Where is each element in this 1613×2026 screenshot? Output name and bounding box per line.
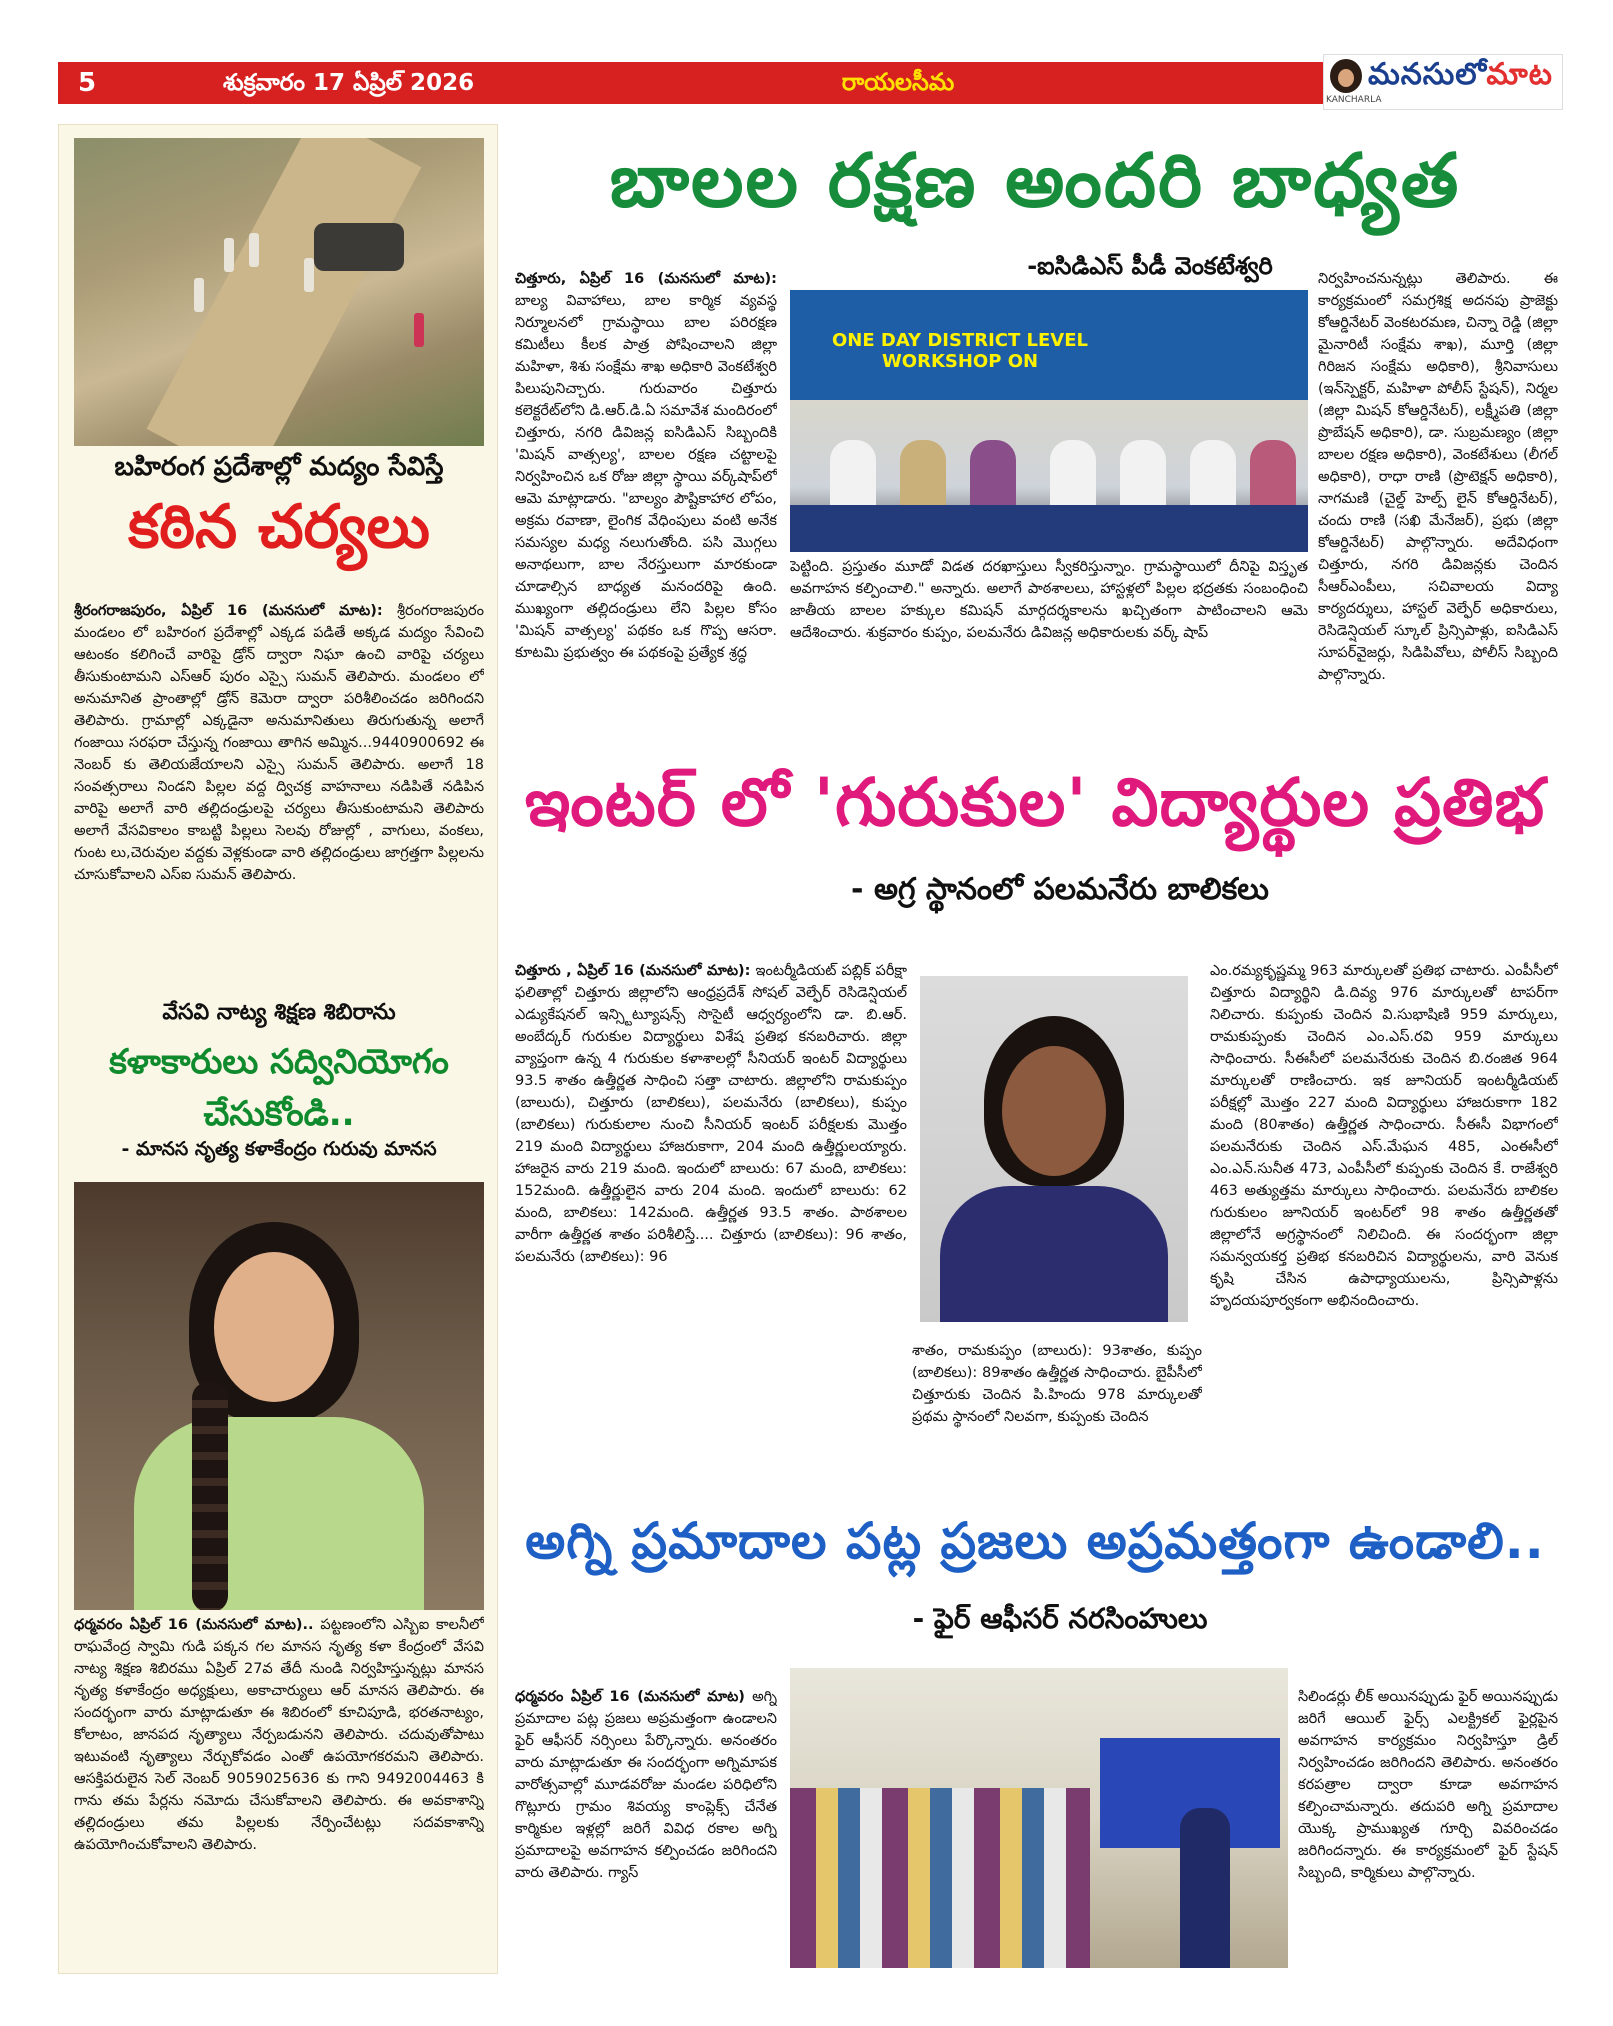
story2-dateline: ధర్మవరం ఏప్రిల్ 16 (మనసులో మాట).. — [74, 1617, 314, 1633]
story2-byline: - మానస నృత్య కళాకేంద్రం గురువు మానస — [121, 1138, 437, 1160]
story2-headline: కళాకారులు సద్వినియోగం చేసుకోండి.. — [109, 1042, 449, 1134]
story-a-headline: బాలల రక్షణ అందరి బాధ్యత — [609, 138, 1461, 224]
drone-aerial-photo — [74, 138, 484, 446]
story-a-col3: నిర్వహించనున్నట్లు తెలిపారు. ఈ కార్యక్రమంలో సమగ్రశిక్ష అదనపు ప్రాజెక్టు కోఆర్డినేటర్ వెంకటరమణ, చిన్నా రెడ్డి (జిల్లా మైనారిటీ సంక్షేమ శాఖ), మూర్తి (జిల్లా గిరిజన సంక్షేమ అధికారి), శ్రీనివాసులు (ఇన్‌స్పెక్టర్, మహిళా పోలీస్ స్టేషన్), నిర్మల (జిల్లా మిషన్ కోఆర్డినేటర్), లక్ష్మీపతి (జిల్లా ప్రొబేషన్ అధికారి), డా. సుబ్రమణ్యం (జిల్లా బాలల రక్షణ అధికారి), వెంకటేశులు (లీగల్ అధికారి), రాధా రాణి (ప్రొటెక్షన్ అధికారి), నాగమణి (చైల్డ్ హెల్ప్ లైన్ కోఆర్డినేటర్), చందు రాణి (సఖి మేనేజర్), ప్రభు (జిల్లా కోఆర్డినేటర్) పాల్గొన్నారు. అదేవిధంగా చిత్తూరు, నగరి డివిజన్లకు చెందిన సీఆర్‌ఎంపీలు, సచివాలయ విద్యా కార్యదర్శులు, హాస్టల్ వెల్ఫేర్ అధికారులు, రెసిడెన్షియల్ స్కూల్ ప్రిన్సిపాళ్లు, ఐసిడిఎస్ సూపర్‌వైజర్లు, సిడిపివోలు, పోలీస్ సిబ్బంది పాల్గొన్నారు. — [1318, 271, 1558, 683]
story2-body — [74, 1614, 484, 1954]
story-b-col1 — [515, 960, 907, 1450]
story1-kicker: బహిరంగ ప్రదేశాల్లో మద్యం సేవిస్తే — [114, 452, 444, 482]
page-number: 5 — [78, 68, 97, 98]
story-b-col2: శాతం, రామకుప్పం (బాలురు): 93శాతం, కుప్పం (బాలికలు): 89శాతం ఉత్తీర్ణత సాధించారు. బైపీసీలో చిత్తూరుకు చెందిన పి.హిందు 978 మార్కులతో ప్రథమ స్థానంలో నిలవగా, కుప్పంకు చెందిన — [912, 1343, 1202, 1425]
story-c-col1 — [515, 1686, 777, 1976]
story2-kicker: వేసవి నాట్య శిక్షణ శిబిరాను — [162, 1000, 396, 1025]
story-a-byline: -ఐసిడిఎస్ పీడీ వెంకటేశ్వరి — [1027, 252, 1273, 280]
workshop-banner-text: ONE DAY DISTRICT LEVEL WORKSHOP ON — [831, 330, 1089, 372]
masthead-owner: KANCHARLA — [1326, 95, 1382, 105]
story1-headline: కఠిన చర్యలు — [128, 492, 430, 562]
story1-body — [74, 600, 484, 984]
student-photo — [920, 976, 1188, 1322]
story-b-dateline: చిత్తూరు , ఏప్రిల్ 16 (మనసులో మాట): — [515, 963, 751, 979]
story-b-headline: ఇంటర్ లో 'గురుకుల' విద్యార్థుల ప్రతిభ — [524, 764, 1546, 841]
edition-region: రాయలసీమ — [841, 68, 955, 96]
story1-dateline: శ్రీరంగరాజపురం, ఏప్రిల్ 16 (మనసులో మాట): — [74, 603, 383, 619]
issue-date: శుక్రవారం 17 ఏప్రిల్ 2026 — [223, 70, 475, 96]
story-a-dateline: చిత్తూరు, ఏప్రిల్ 16 (మనసులో మాట): — [515, 271, 777, 287]
story2-text: పట్టణంలోని ఎస్బిఐ కాలనీలో రాఘవేంద్ర స్వామి గుడి పక్కన గల మానస నృత్య కళా కేంద్రంలో వేసవి నాట్య శిక్షణ శిబిరము ఏప్రిల్ 27వ తేదీ నుండి నిర్వహిస్తున్నట్లు మానస నృత్య కళాకేంద్రం అధ్యక్షులు, అకాచార్యులు ఆర్ మానస తెలిపారు. ఈ సందర్భంగా వారు మాట్లాడుతూ ఈ శిబిరంలో కూచిపూడి, భరతనాట్యం, కోలాటం, జానపద నృత్యాలు నేర్పబడునని తెలిపారు. చదువుతోపాటు ఇటువంటి నృత్యాలు నేర్చుకోవడం ఎంతో ఉపయోగకరమని తెలిపారు. ఆసక్తిపరులైన సెల్ నెంబర్ 9059025636 కు గాని 9492004463 కి గాను తమ పేర్లను నమోదు చేసుకోవాలని తెలిపారు. ఈ అవకాశాన్ని తల్లిదండ్రులు తమ పిల్లలకు నేర్పించేటట్లు సదవకాశాన్ని ఉపయోగించుకోవాలని తెలిపారు. — [74, 1617, 484, 1853]
workshop-photo — [790, 290, 1308, 552]
fire-awareness-photo — [790, 1668, 1288, 1968]
story-b-col1-text: ఇంటర్మీడియట్ పబ్లిక్ పరీక్షా ఫలితాల్లో చిత్తూరు జిల్లాలోని ఆంధ్రప్రదేశ్ సోషల్ వెల్ఫేర్ రెసిడెన్షియల్ ఎడ్యుకేషనల్ ఇన్స్టిట్యూషన్స్ సొసైటీ ఆధ్వర్యంలోని డా. బి.ఆర్. అంబేద్కర్ గురుకుల విద్యార్థులు విశేష ప్రతిభ కనబరిచారు. జిల్లా వ్యాప్తంగా ఉన్న 4 గురుకుల కళాశాలల్లో సీనియర్ ఇంటర్ విద్యార్థులు 93.5 శాతం ఉత్తీర్ణత సాధించి సత్తా చాటారు. జిల్లాలోని రామకుప్పం (బాలురు), చిత్తూరు (బాలికలు), పలమనేరు (బాలికలు), కుప్పం (బాలికలు) గురుకులాల నుంచి సీనియర్ ఇంటర్ పరీక్షలకు మొత్తం 219 మంది విద్యార్థులు హాజరుకాగా, 204 మంది ఉత్తీర్ణులయ్యారు. హాజరైన వారు 219 మంది. ఇందులో బాలురు: 67 మంది, బాలికలు: 152మంది. ఉత్తీర్ణులైన వారు 204 మంది. ఇందులో బాలురు: 62 మంది, బాలికలు: 142మంది. ఉత్తీర్ణత 93.5 శాతం. పాఠశాలల వారీగా ఉత్తీర్ణత శాతం పరిశీలిస్తే.... చిత్తూరు (బాలికలు): 96 శాతం, పలమనేరు (బాలికలు): 96 — [515, 963, 907, 1265]
story-c-headline: అగ్ని ప్రమాదాల పట్ల ప్రజలు అప్రమత్తంగా ఉండాలి.. — [525, 1512, 1545, 1570]
dance-teacher-photo — [74, 1182, 484, 1610]
story-c-col2: సిలిండర్లు లీక్ అయినప్పుడు ఫైర్ అయినప్పుడు జరిగే ఆయిల్ ఫైర్స్ ఎలక్ట్రికల్ ఫైర్లపైన అవగాహన కార్యక్రమం నిర్వహిస్తూ డ్రిల్ నిర్వహించడం జరిగిందని తెలిపారు. అనంతరం కరపత్రాల ద్వారా కూడా అవగాహన కల్పించామన్నారు. తదుపరి అగ్ని ప్రమాదాల యొక్క ప్రాముఖ్యత గూర్చి వివరించడం జరిగిందన్నారు. ఈ కార్యక్రమంలో ఫైర్ స్టేషన్ సిబ్బంది, కార్మికులు పాల్గొన్నారు. — [1298, 1689, 1558, 1881]
story-a-col1-text: బాల్య వివాహాలు, బాల కార్మిక వ్యవస్థ నిర్మూలనలో గ్రామస్థాయి బాల పరిరక్షణ కమిటీలు కీలక పాత్ర పోషించాలని జిల్లా మహిళా, శిశు సంక్షేమ శాఖ అధికారి వెంకటేశ్వరి పిలుపునిచ్చారు. గురువారం చిత్తూరు కలెక్టరేట్‌లోని డి.ఆర్.డి.ఏ సమావేశ మందిరంలో చిత్తూరు, నగరి డివిజన్ల ఐసిడిఎస్ సిబ్బందికి 'మిషన్ వాత్సల్య', బాలల రక్షణ చట్టాలపై నిర్వహించిన ఒక రోజు జిల్లా స్థాయి వర్క్‌షాప్‌లో ఆమె మాట్లాడారు. "బాల్యం పౌష్టికాహార లోపం, అక్రమ రవాణా, లైంగిక వేధింపులు వంటి అనేక సమస్యల మధ్య నలుగుతోంది. పసి మొగ్గలు అనాథలుగా, బాల నేరస్తులుగా మారకుండా చూడాల్సిన బాధ్యత మనందరిపై ఉంది. ముఖ్యంగా తల్లిదండ్రులు లేని పిల్లల కోసం 'మిషన్ వాత్సల్య' పథకం ఒక గొప్ప ఆసరా. కూటమి ప్రభుత్వం ఈ పథకంపై ప్రత్యేక శ్రద్ధ — [515, 293, 777, 661]
story-a-col2: పెట్టింది. ప్రస్తుతం మూడో విడత దరఖాస్తులు స్వీకరిస్తున్నాం. గ్రామస్థాయిలో దీనిపై విస్తృత అవగాహన కల్పించాలి." అన్నారు. అలాగే పాఠశాలలు, హాస్టళ్లలో పిల్లల భద్రతకు సంబంధించి జాతీయ బాలల హక్కుల కమిషన్ మార్గదర్శకాలను ఖచ్చితంగా పాటించాలని ఆమె ఆదేశించారు. శుక్రవారం కుప్పం, పలమనేరు డివిజన్ల అధికారులకు వర్క్ షాప్ — [790, 559, 1308, 641]
story-c-col1-text: అగ్ని ప్రమాదాల పట్ల ప్రజలు అప్రమత్తంగా ఉండాలని ఫైర్ ఆఫీసర్ నర్సింలు పేర్కొన్నారు. అనంతరం వారు మాట్లాడుతూ ఈ సందర్భంగా అగ్నిమాపక వారోత్సవాల్లో మూడవరోజు మండల పరిధిలోని గొట్లూరు గ్రామం శివయ్య కాంప్లెక్స్ చేనేత కార్మికుల ఇళ్లల్లో జరిగే వివిధ రకాల అగ్ని ప్రమాదాలపై అవగాహన కల్పించడం జరిగిందని వారు తెలిపారు. గ్యాస్ — [515, 1689, 777, 1881]
masthead-title: మనసులోమాట — [1368, 57, 1553, 92]
story-b-byline: - అగ్ర స్థానంలో పలమనేరు బాలికలు — [851, 872, 1269, 907]
story-a-col1 — [515, 268, 777, 750]
founder-portrait-icon — [1330, 59, 1362, 93]
header-bar — [58, 62, 1323, 104]
story-c-dateline: ధర్మవరం ఏప్రిల్ 16 (మనసులో మాట) — [515, 1689, 745, 1705]
story-b-col3: ఎం.రమ్యకృష్ణమ్మ 963 మార్కులతో ప్రతిభ చాటారు. ఎంపీసీలో చిత్తూరు విద్యార్థిని డి.దివ్య 976 మార్కులతో టాపర్‌గా నిలిచారు. కుప్పంకు చెందిన వి.సుభాషిణి 959 మార్కులు, రామకుప్పంకు చెందిన ఎం.ఎస్.రవి 959 మార్కులు సాధించారు. సీఈసీలో పలమనేరుకు చెందిన బి.రంజిత 964 మార్కులతో రాణించారు. ఇక జూనియర్ ఇంటర్మీడియట్ పరీక్షల్లో మొత్తం 227 మంది విద్యార్థులు హాజరుకాగా 182 మంది (80శాతం) ఉత్తీర్ణత సాధించారు. సీఈసీ విభాగంలో పలమనేరుకు చెందిన ఎస్.మేఘన 485, ఎంఈసీలో ఎం.ఎన్.సునీత 473, ఎంపీసీలో కుప్పంకు చెందిన కే. రాజేశ్వరి 463 అత్యుత్తమ మార్కులు సాధించారు. పలమనేరు బాలికల గురుకులం జూనియర్ ఇంటర్‌లో 98 శాతం ఉత్తీర్ణతతో జిల్లాలోనే అగ్రస్థానంలో నిలిచింది. ఈ సందర్భంగా జిల్లా సమన్వయకర్త ప్రతిభ కనబరిచిన విద్యార్థులను, వారి వెనుక కృషి చేసిన ఉపాధ్యాయులను, ప్రిన్సిపాళ్లను హృదయపూర్వకంగా అభినందించారు. — [1210, 963, 1558, 1309]
story-c-byline: - ఫైర్ ఆఫీసర్ నరసింహులు — [912, 1602, 1208, 1635]
story1-text: శ్రీరంగరాజపురం మండలం లో బహిరంగ ప్రదేశాల్లో ఎక్కడ పడితే అక్కడ మద్యం సేవించి ఆటంకం కలిగించే వారిపై డ్రోన్ ద్వారా నిఘా ఉంచి వారిపై చర్యలు తీసుకుంటామని ఎస్ఆర్ పురం ఎస్సై సుమన్ తెలిపారు. మండలం లో అనుమానిత ప్రాంతాల్లో డ్రోన్ కెమెరా ద్వారా పరిశీలించడం జరిగిందని తెలిపారు. గ్రామాల్లో ఎక్కడైనా అనుమానితులు తిరుగుతున్న అలాగే గంజాయి సరఫరా చేస్తున్న గంజాయి తాగిన అమ్మిన...9440900692 ఈ నెంబర్ కు తెలియజేయాలని ఎస్సై సుమన్ తెలిపారు. అలాగే 18 సంవత్సరాలు నిండని పిల్లల వద్ద ద్విచక్ర వాహనాలు నడిపితే నడిపిన వారిపై అలాగే వారి తల్లిదండ్రులపై చర్యలు తీసుకుంటామని తెలిపారు అలాగే వేసవికాలం కాబట్టి పిల్లలు సెలవు రోజుల్లో , వాగులు, వంకలు, గుంట లు,చెరువుల వద్దకు వెళ్లకుండా వారి తల్లిదండ్రులు జాగ్రత్తగా పిల్లలను చూసుకోవాలని ఎస్ఐ సుమన్ తెలిపారు. — [74, 603, 484, 883]
masthead-logo — [1323, 54, 1563, 110]
